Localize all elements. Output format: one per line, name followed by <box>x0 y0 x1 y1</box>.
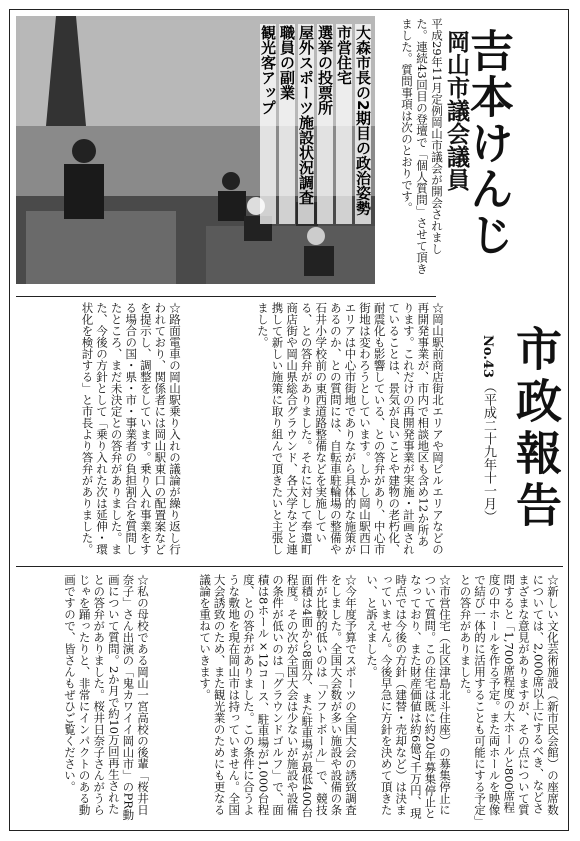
divider <box>16 296 436 297</box>
topic-item: 市営住宅 <box>336 24 352 224</box>
topic-list <box>260 24 371 224</box>
topic-item: 選挙の投票所 <box>317 24 333 224</box>
topic-item: 観光客アップ <box>260 24 276 224</box>
article-text: ☆岡山駅前商店街北エリアや岡ビルエリアなどの再開発事業が、市内で相談地区も含め12か所あります。これだけの再開発事業が実施・計画されていることは、景気が良いことや建物の老朽化、耐震化も影響している、との答弁があり、中心市街地は変わろうとしています。しかし岡山駅西口エリアは中心市街地でありながら具体的な施策があるのか、との質問には、自転車駐輪場の整備や石井小学校前の東西道路整備などを実施している、との答弁がありました。それに対して奉還町商店街や岡山県総合グラウンド、各大学などと連携して新しい施策に取り組んで頂きたいと主張しました。 <box>255 302 445 555</box>
divider <box>16 566 563 567</box>
masthead-name: 吉本けんじ <box>462 28 513 258</box>
article-promo-video <box>62 574 150 824</box>
article-text: ☆路面電車の岡山駅乗り入れの議論が繰り返し行われており、関係者には岡山駅東口の配置案などを提示し、調整をしています。乗り入れ事業をする場合の国・県・市・事業者の負担割合を質問したところ、まだ未決定との答弁がありました。また、今後の方針として「乗り入れた次は延伸・環状化を検討する」と市長より答弁がありました。 <box>80 302 182 555</box>
intro-text: 平成29年11月定例岡山市議会が開会されました。連続43回目の登壇で「個人質問」させて頂きました。質問事項は次のとおりです。 <box>400 18 444 275</box>
topic-item: 屋外スポーツ施設状況調査 <box>298 24 314 224</box>
article-text: ☆新しい文化芸術施設（新市民会館）の座席数については、2,000席以上にするべき、などさまざまな意見がありますが、その点について質問すると「1,700席程度の大ホールと800席程度の中ホールを作る予定。また両ホールを映像で結び一体的に活用することも可能にする予定」との答弁がありました。 <box>458 574 560 822</box>
article-text: ☆今年度予算でスポーツの全国大会の誘致調査をしました。全国大会数が多い施設や設備の条件が比較的低いのは「ソフトボール」で、競技面積は4面から8面分、また駐車場が最低400台程度。その次が全国大会は少ないが施設や設備の条件が低いのは「グラウンドゴルフ」で、面積は8ホール×12コース、駐車場が1,000台程度、との答弁がありました。この条件に合うような敷地を現在岡山市は持っていません。全国大会誘致のため、また観光業のためにも更なる議論を重ねていきます。 <box>198 574 358 818</box>
issue-number: No.43 <box>480 335 495 378</box>
article-municipal-housing <box>364 574 452 824</box>
masthead-title: 市政報告 <box>509 325 563 533</box>
issue-date: （平成二十九年十一月） <box>481 380 496 523</box>
article-sports-facilities <box>197 574 358 824</box>
council-photo <box>16 16 375 284</box>
article-text: ☆私の母校である岡山一宮高校の後輩「桜井日奈子」さん出演の「鬼カワイイ岡山市」のPR動画について質問。2か月で約10万回再生されたとの答弁がありました。桜井日奈子さんがうらじゃを踊ったりと、非常にインパクトのある動画ですので、皆さんもぜひご覧ください。 <box>63 574 150 821</box>
article-station-area <box>255 302 445 558</box>
article-tram <box>80 302 182 558</box>
topic-item: 大森市長の2期目の政治姿勢 <box>355 24 371 224</box>
article-civic-hall <box>458 574 560 824</box>
masthead-affiliation: 岡山市議会議員 <box>443 30 469 191</box>
article-text: ☆市営住宅（北区津島北斗住座）の募集停止について質問。この住宅は既に約20年募集停止となっており、また財産価値は約6億7千万円、現時点では今後の方針（建替・売却など）は決まっていません。今後早急に方針を決めて頂きたい、と訴えました。 <box>365 574 452 819</box>
topic-item: 職員の副業 <box>279 24 295 224</box>
